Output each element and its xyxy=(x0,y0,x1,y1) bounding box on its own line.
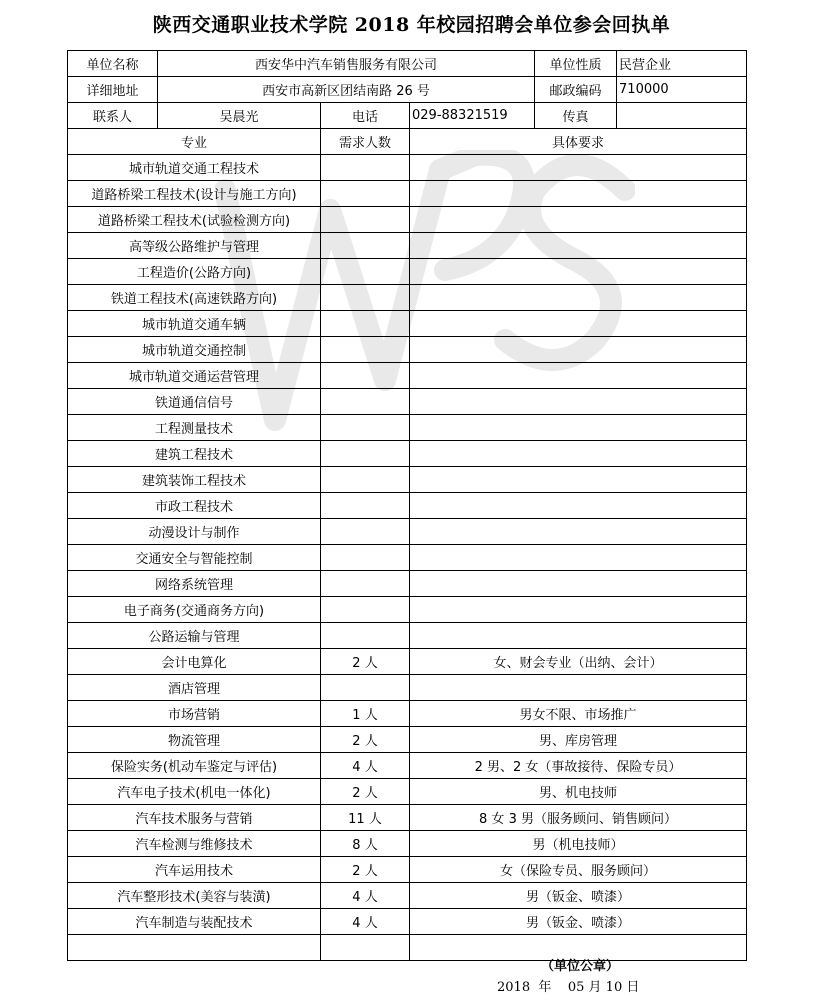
count-cell[interactable] xyxy=(321,519,410,545)
major-cell: 动漫设计与制作 xyxy=(68,519,321,545)
requirement-header: 具体要求 xyxy=(410,129,747,155)
major-cell: 城市轨道交通车辆 xyxy=(68,311,321,337)
table-row xyxy=(68,909,747,935)
requirement-cell[interactable] xyxy=(410,675,747,701)
requirement-cell[interactable] xyxy=(410,493,747,519)
requirement-cell[interactable] xyxy=(410,311,747,337)
major-cell: 会计电算化 xyxy=(68,649,321,675)
table-row xyxy=(68,935,747,961)
table-row xyxy=(68,493,747,519)
table-row xyxy=(68,857,747,883)
contact-field[interactable]: 吴晨光 xyxy=(158,103,321,129)
count-cell[interactable] xyxy=(321,441,410,467)
table-row xyxy=(68,311,747,337)
requirement-cell[interactable] xyxy=(410,441,747,467)
phone-label: 电话 xyxy=(321,103,410,129)
table-row xyxy=(68,285,747,311)
table-row xyxy=(68,441,747,467)
count-cell[interactable] xyxy=(321,571,410,597)
major-cell: 汽车电子技术(机电一体化) xyxy=(68,779,321,805)
major-cell: 汽车运用技术 xyxy=(68,857,321,883)
major-cell: 网络系统管理 xyxy=(68,571,321,597)
requirement-cell[interactable]: 8 女 3 男（服务顾问、销售顾问） xyxy=(410,805,747,831)
table-row xyxy=(68,883,747,909)
table-row xyxy=(68,155,747,181)
requirement-cell[interactable]: 2 男、2 女（事故接待、保险专员） xyxy=(410,753,747,779)
table-row xyxy=(68,233,747,259)
requirement-cell[interactable]: 男、机电技师 xyxy=(410,779,747,805)
count-cell[interactable] xyxy=(321,935,410,961)
requirement-cell[interactable]: 男、库房管理 xyxy=(410,727,747,753)
table-row xyxy=(68,831,747,857)
count-cell[interactable]: 2 人 xyxy=(321,727,410,753)
major-cell: 城市轨道交通控制 xyxy=(68,337,321,363)
requirement-cell[interactable] xyxy=(410,155,747,181)
major-cell: 汽车制造与装配技术 xyxy=(68,909,321,935)
address-field[interactable]: 西安市高新区团结南路 26 号 xyxy=(158,77,535,103)
major-cell: 电子商务(交通商务方向) xyxy=(68,597,321,623)
table-row xyxy=(68,597,747,623)
contact-label: 联系人 xyxy=(68,103,158,129)
table-row xyxy=(68,727,747,753)
table-row xyxy=(68,753,747,779)
requirement-cell[interactable]: 男（机电技师） xyxy=(410,831,747,857)
nature-label: 单位性质 xyxy=(535,51,617,77)
count-cell[interactable]: 2 人 xyxy=(321,857,410,883)
count-cell[interactable] xyxy=(321,285,410,311)
fax-label: 传真 xyxy=(535,103,617,129)
count-cell[interactable] xyxy=(321,181,410,207)
nature-field[interactable]: 民营企业 xyxy=(617,51,747,77)
major-cell: 工程造价(公路方向) xyxy=(68,259,321,285)
count-cell[interactable] xyxy=(321,233,410,259)
major-cell: 市政工程技术 xyxy=(68,493,321,519)
major-cell: 汽车检测与维修技术 xyxy=(68,831,321,857)
major-cell: 高等级公路维护与管理 xyxy=(68,233,321,259)
company-seal-label: （单位公章） xyxy=(540,959,619,974)
table-row xyxy=(68,363,747,389)
contact-row xyxy=(68,103,747,129)
table-row xyxy=(68,259,747,285)
table-row xyxy=(68,389,747,415)
count-cell[interactable]: 2 人 xyxy=(321,649,410,675)
count-cell[interactable] xyxy=(321,337,410,363)
count-cell[interactable] xyxy=(321,493,410,519)
table-row xyxy=(68,545,747,571)
fax-field[interactable] xyxy=(617,103,747,129)
requirement-cell[interactable] xyxy=(410,545,747,571)
table-row xyxy=(68,805,747,831)
count-cell[interactable] xyxy=(321,467,410,493)
major-cell: 铁道通信信号 xyxy=(68,389,321,415)
phone-field[interactable]: 029-88321519 xyxy=(410,103,535,129)
address-row xyxy=(68,77,747,103)
requirement-cell[interactable] xyxy=(410,363,747,389)
table-row xyxy=(68,207,747,233)
count-header: 需求人数 xyxy=(321,129,410,155)
major-cell: 汽车整形技术(美容与装潢) xyxy=(68,883,321,909)
major-cell: 物流管理 xyxy=(68,727,321,753)
requirement-cell[interactable] xyxy=(410,571,747,597)
requirement-cell[interactable] xyxy=(410,285,747,311)
requirement-cell[interactable] xyxy=(410,597,747,623)
major-cell: 城市轨道交通运营管理 xyxy=(68,363,321,389)
table-row xyxy=(68,467,747,493)
company-label: 单位名称 xyxy=(68,51,158,77)
table-row xyxy=(68,571,747,597)
requirement-cell[interactable] xyxy=(410,415,747,441)
requirement-cell[interactable] xyxy=(410,623,747,649)
requirement-cell[interactable] xyxy=(410,207,747,233)
address-label: 详细地址 xyxy=(68,77,158,103)
count-cell[interactable]: 11 人 xyxy=(321,805,410,831)
count-cell[interactable] xyxy=(321,415,410,441)
requirement-cell[interactable] xyxy=(410,337,747,363)
major-cell: 建筑工程技术 xyxy=(68,441,321,467)
major-cell xyxy=(68,935,321,961)
table-row xyxy=(68,649,747,675)
table-header-row xyxy=(68,129,747,155)
company-name-field[interactable]: 西安华中汽车销售服务有限公司 xyxy=(158,51,535,77)
registration-form-table xyxy=(67,50,747,961)
count-cell[interactable]: 4 人 xyxy=(321,909,410,935)
count-cell[interactable] xyxy=(321,389,410,415)
major-cell: 酒店管理 xyxy=(68,675,321,701)
major-cell: 汽车技术服务与营销 xyxy=(68,805,321,831)
requirement-cell[interactable]: 女、财会专业（出纳、会计） xyxy=(410,649,747,675)
company-row xyxy=(68,51,747,77)
count-cell[interactable]: 8 人 xyxy=(321,831,410,857)
table-row xyxy=(68,701,747,727)
requirement-cell[interactable]: 女（保险专员、服务顾问） xyxy=(410,857,747,883)
table-row xyxy=(68,415,747,441)
requirement-cell[interactable] xyxy=(410,181,747,207)
major-cell: 铁道工程技术(高速铁路方向) xyxy=(68,285,321,311)
requirement-cell[interactable] xyxy=(410,389,747,415)
count-cell[interactable] xyxy=(321,311,410,337)
postcode-field[interactable]: 710000 xyxy=(617,77,747,103)
count-cell[interactable]: 4 人 xyxy=(321,753,410,779)
count-cell[interactable] xyxy=(321,155,410,181)
requirement-cell[interactable]: 男（钣金、喷漆） xyxy=(410,883,747,909)
major-cell: 保险实务(机动车鉴定与评估) xyxy=(68,753,321,779)
table-row xyxy=(68,519,747,545)
count-cell[interactable]: 2 人 xyxy=(321,779,410,805)
major-header: 专业 xyxy=(68,129,321,155)
requirement-cell[interactable] xyxy=(410,233,747,259)
table-row xyxy=(68,181,747,207)
table-row xyxy=(68,623,747,649)
count-cell[interactable] xyxy=(321,207,410,233)
major-cell: 工程测量技术 xyxy=(68,415,321,441)
major-cell: 公路运输与管理 xyxy=(68,623,321,649)
major-cell: 城市轨道交通工程技术 xyxy=(68,155,321,181)
count-cell[interactable] xyxy=(321,363,410,389)
requirement-cell[interactable]: 男女不限、市场推广 xyxy=(410,701,747,727)
count-cell[interactable]: 4 人 xyxy=(321,883,410,909)
major-cell: 市场营销 xyxy=(68,701,321,727)
table-row xyxy=(68,675,747,701)
requirement-cell[interactable]: 男（钣金、喷漆） xyxy=(410,909,747,935)
count-cell[interactable] xyxy=(321,545,410,571)
postcode-label: 邮政编码 xyxy=(535,77,617,103)
count-cell[interactable] xyxy=(321,675,410,701)
count-cell[interactable] xyxy=(321,597,410,623)
requirement-cell[interactable] xyxy=(410,467,747,493)
major-cell: 交通安全与智能控制 xyxy=(68,545,321,571)
major-cell: 道路桥梁工程技术(试验检测方向) xyxy=(68,207,321,233)
count-cell[interactable]: 1 人 xyxy=(321,701,410,727)
requirement-cell[interactable] xyxy=(410,259,747,285)
table-row xyxy=(68,337,747,363)
major-cell: 道路桥梁工程技术(设计与施工方向) xyxy=(68,181,321,207)
requirement-cell[interactable] xyxy=(410,519,747,545)
signature-date: 2018 年 05 月 10 日 xyxy=(497,980,640,995)
count-cell[interactable] xyxy=(321,259,410,285)
table-row xyxy=(68,779,747,805)
count-cell[interactable] xyxy=(321,623,410,649)
major-cell: 建筑装饰工程技术 xyxy=(68,467,321,493)
page-title: 陕西交通职业技术学院 2018 年校园招聘会单位参会回执单 xyxy=(152,14,671,36)
